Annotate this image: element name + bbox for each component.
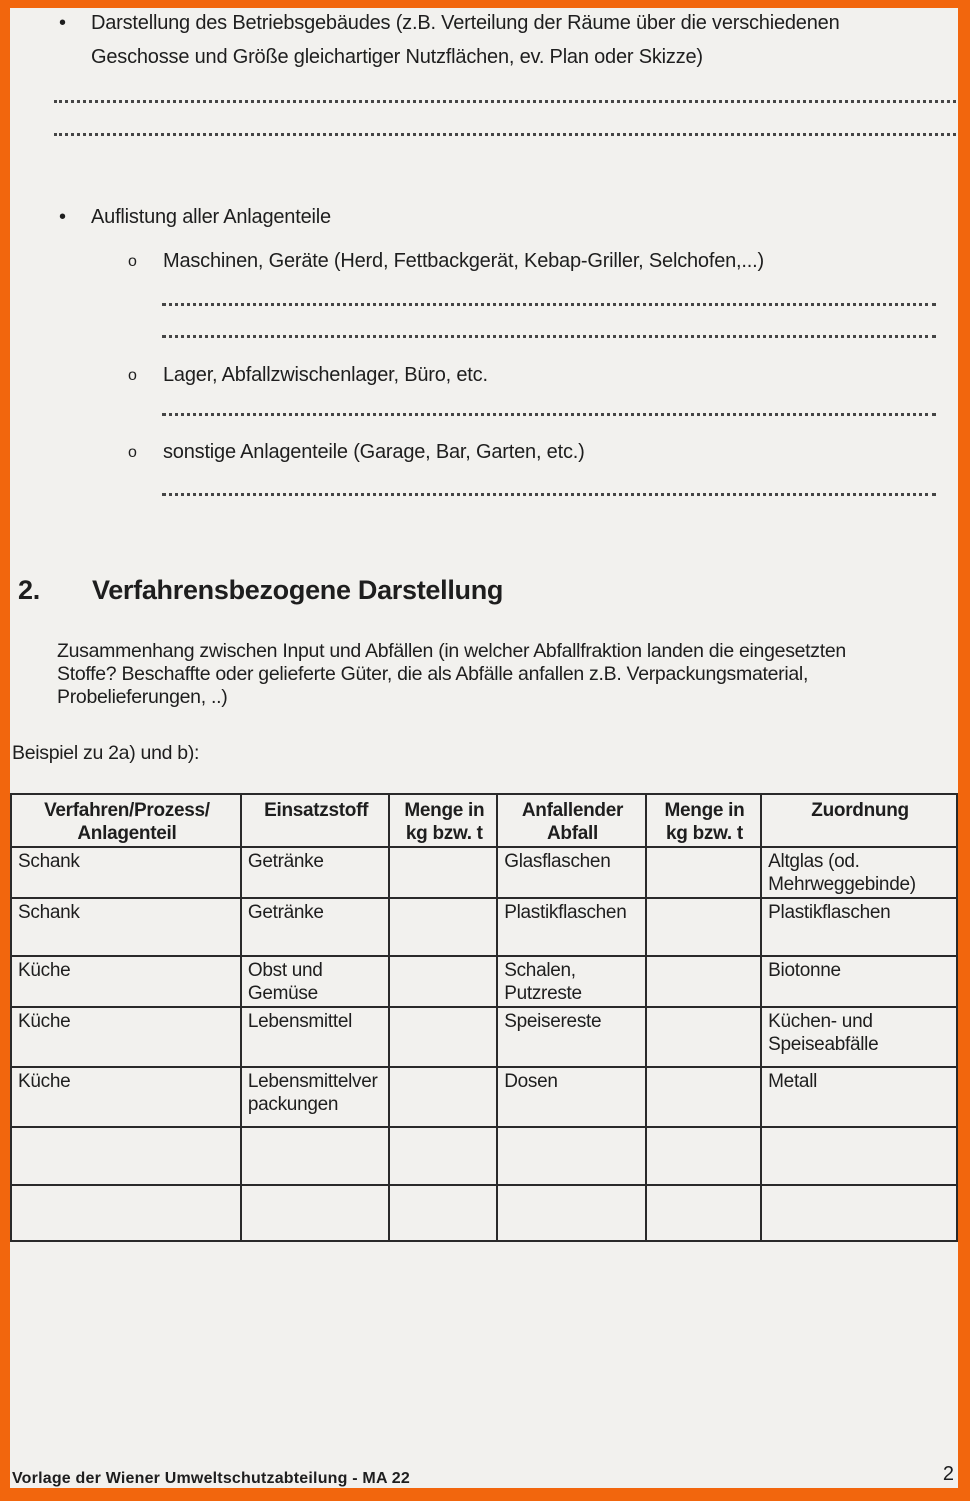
dotted-fill-line (54, 100, 956, 103)
table-cell (11, 1185, 241, 1241)
table-cell: Plastikflaschen (497, 898, 646, 956)
table-cell: Getränke (241, 847, 390, 898)
table-cell: Schalen, Putzreste (497, 956, 646, 1007)
bullet-icon: • (59, 12, 66, 34)
table-header-cell: Zuordnung (761, 794, 957, 847)
bullet-item-text: Darstellung des Betriebsgebäudes (z.B. Verteilung der Räume über die verschiedenen Geschosse und Größe gleichartiger Nutzflächen, ev. Plan oder Skizze) (91, 12, 840, 68)
page-number: 2 (942, 1463, 954, 1485)
table-cell (389, 1067, 497, 1127)
table-cell: Dosen (497, 1067, 646, 1127)
table-header-cell: Einsatzstoff (241, 794, 390, 847)
dotted-fill-line (54, 133, 956, 136)
dotted-fill-line (162, 493, 936, 496)
table-cell (389, 847, 497, 898)
section-title: Verfahrensbezogene Darstellung (92, 575, 504, 605)
table-cell: Küchen- und Speiseabfälle (761, 1007, 957, 1067)
dotted-fill-line (162, 303, 936, 306)
table-cell: Speisereste (497, 1007, 646, 1067)
table-cell (646, 1127, 761, 1185)
table-header-cell: Menge in kg bzw. t (389, 794, 497, 847)
table-cell (646, 956, 761, 1007)
bullet-item-anlagenteile (10, 200, 922, 234)
table-cell: Lebensmittel (241, 1007, 390, 1067)
sub-bullet-lager (10, 362, 943, 388)
bullet-icon: • (59, 206, 66, 228)
circle-bullet-icon: o (128, 367, 137, 384)
table-cell: Lebensmittelverpackungen (241, 1067, 390, 1127)
example-label: Beispiel zu 2a) und b): (12, 742, 200, 764)
circle-bullet-icon: o (128, 253, 137, 270)
table-cell (241, 1185, 390, 1241)
table-cell: Obst und Gemüse (241, 956, 390, 1007)
section-number: 2. (18, 575, 40, 605)
table-cell (389, 1127, 497, 1185)
sub-bullet-text: Lager, Abfallzwischenlager, Büro, etc. (163, 364, 488, 386)
sub-bullet-text: sonstige Anlagenteile (Garage, Bar, Garten, etc.) (163, 441, 585, 463)
table-cell: Plastikflaschen (761, 898, 957, 956)
table-cell (761, 1127, 957, 1185)
sub-bullet-text: Maschinen, Geräte (Herd, Fettbackgerät, Kebap-Griller, Selchofen,...) (163, 250, 764, 272)
table-cell (646, 1185, 761, 1241)
table-cell: Glasflaschen (497, 847, 646, 898)
dotted-fill-line (162, 413, 936, 416)
table-cell: Getränke (241, 898, 390, 956)
bullet-item-text: Auflistung aller Anlagenteile (91, 206, 331, 228)
table-row (11, 1127, 957, 1185)
table-row (11, 847, 957, 898)
table-cell (497, 1127, 646, 1185)
table-cell: Schank (11, 847, 241, 898)
table-cell (646, 1067, 761, 1127)
table-cell (497, 1185, 646, 1241)
table-header-cell: Verfahren/Prozess/ Anlagenteil (11, 794, 241, 847)
table-cell (11, 1127, 241, 1185)
table-row (11, 1185, 957, 1241)
table-cell (761, 1185, 957, 1241)
table-cell: Metall (761, 1067, 957, 1127)
table-cell (646, 1007, 761, 1067)
table-cell: Altglas (od. Mehrweggebinde) (761, 847, 957, 898)
table-cell: Küche (11, 1007, 241, 1067)
footer-text: Vorlage der Wiener Umweltschutzabteilung - MA 22 (12, 1470, 410, 1487)
example-table-wrapper (10, 793, 958, 1242)
table-header-cell: Menge in kg bzw. t (646, 794, 761, 847)
table-header-cell: Anfallender Abfall (497, 794, 646, 847)
section-paragraph: Zusammenhang zwischen Input und Abfällen (in welcher Abfallfraktion landen die eingesetzten Stoffe? Beschaffte oder gelieferte Güter, die als Abfälle anfallen z.B. Verpackungsmaterial, Probelieferungen, ..) (57, 640, 846, 708)
circle-bullet-icon: o (128, 444, 137, 461)
sub-bullet-maschinen (10, 248, 943, 274)
page-content (10, 8, 958, 1488)
table-cell (389, 898, 497, 956)
table-row (11, 1007, 957, 1067)
table-head (11, 794, 957, 847)
table-row (11, 898, 957, 956)
table-cell: Küche (11, 1067, 241, 1127)
sub-bullet-sonstige (10, 439, 943, 465)
table-row (11, 1067, 957, 1127)
table-cell (389, 1185, 497, 1241)
table-cell: Küche (11, 956, 241, 1007)
table-cell (646, 898, 761, 956)
example-table (10, 793, 958, 1242)
bullet-item-building (10, 6, 922, 74)
table-cell: Biotonne (761, 956, 957, 1007)
table-row (11, 956, 957, 1007)
table-cell (389, 956, 497, 1007)
table-cell (241, 1127, 390, 1185)
table-body (11, 847, 957, 1241)
table-header-row (11, 794, 957, 847)
table-cell: Schank (11, 898, 241, 956)
table-cell (389, 1007, 497, 1067)
dotted-fill-line (162, 335, 936, 338)
table-cell (646, 847, 761, 898)
